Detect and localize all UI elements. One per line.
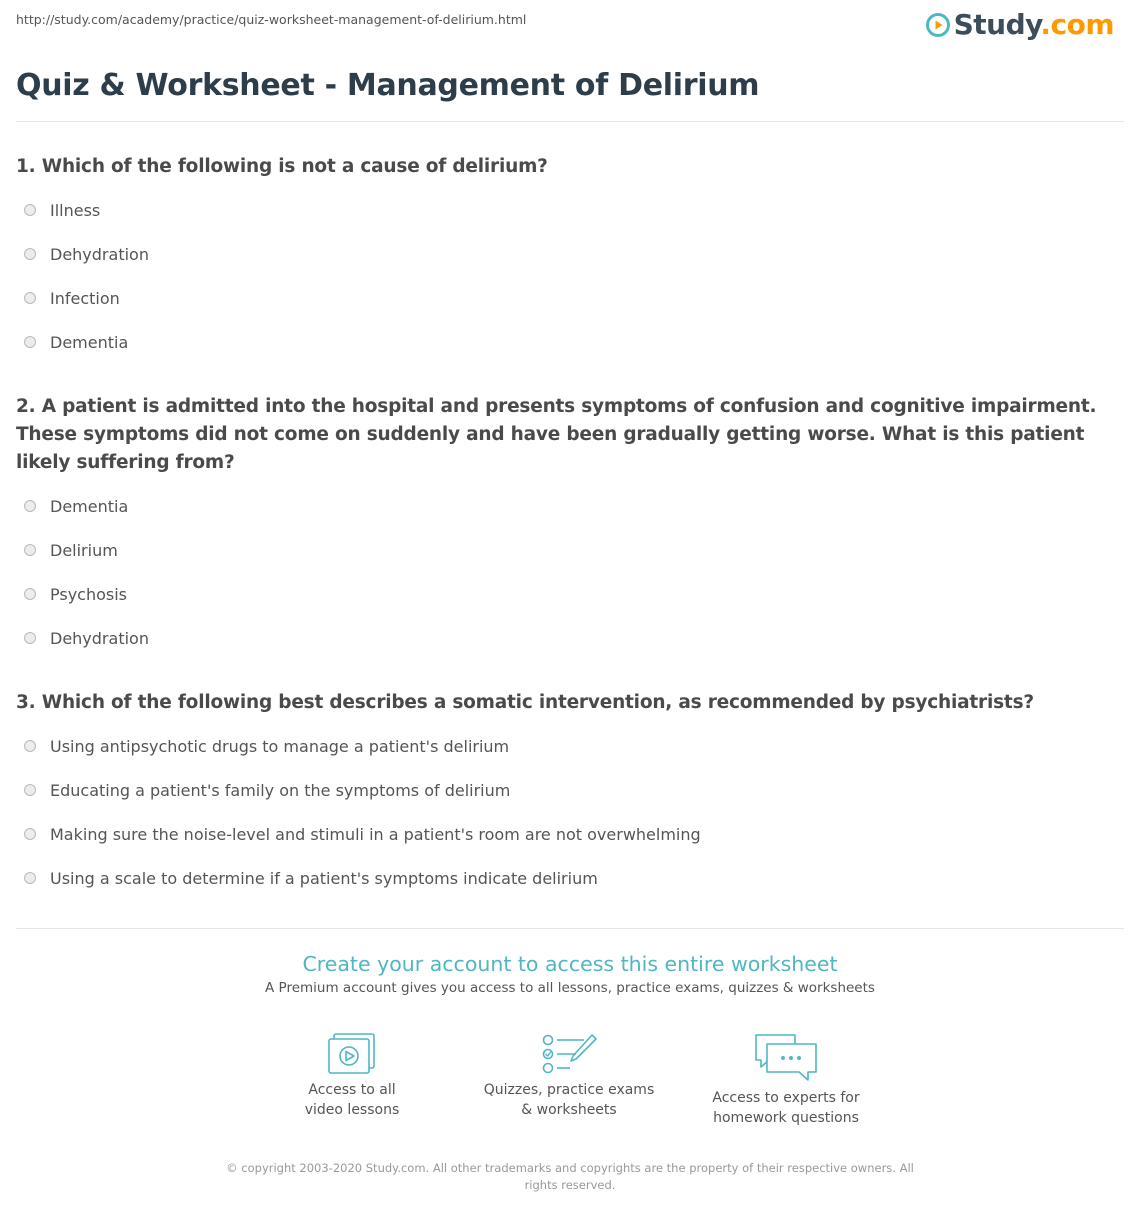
feature-line: Quizzes, practice exams	[483, 1082, 655, 1098]
options-list	[16, 484, 1124, 660]
option-label: Dehydration	[50, 628, 149, 648]
divider	[16, 928, 1124, 929]
answer-option[interactable]	[16, 528, 1124, 572]
radio-button[interactable]	[24, 784, 36, 796]
radio-button[interactable]	[24, 740, 36, 752]
radio-button[interactable]	[24, 500, 36, 512]
page-title: Quiz & Worksheet - Management of Delirium	[16, 68, 760, 103]
question-2	[16, 393, 1124, 660]
answer-option[interactable]	[16, 812, 1124, 856]
option-label: Dehydration	[50, 244, 149, 264]
radio-button[interactable]	[24, 588, 36, 600]
answer-option[interactable]	[16, 188, 1124, 232]
cta-subtitle: A Premium account gives you access to all lessons, practice exams, quizzes & worksheets	[265, 980, 875, 996]
url-text: http://study.com/academy/practice/quiz-worksheet-management-of-delirium.html	[16, 12, 527, 27]
play-circle-icon	[926, 13, 950, 37]
answer-option[interactable]	[16, 572, 1124, 616]
feature-video-lessons	[252, 1032, 452, 1120]
option-label: Delirium	[50, 540, 118, 560]
feature-line: Access to experts for	[712, 1090, 860, 1106]
answer-option[interactable]	[16, 484, 1124, 528]
feature-line: homework questions	[713, 1110, 859, 1126]
question-3	[16, 689, 1124, 900]
option-label: Infection	[50, 288, 120, 308]
option-label: Dementia	[50, 332, 129, 352]
option-label: Illness	[50, 200, 101, 220]
option-label: Using a scale to determine if a patient's symptoms indicate delirium	[50, 868, 598, 888]
answer-option[interactable]	[16, 768, 1124, 812]
answer-option[interactable]	[16, 276, 1124, 320]
options-list	[16, 188, 1124, 364]
study-logo[interactable]	[926, 8, 1114, 41]
radio-button[interactable]	[24, 828, 36, 840]
feature-line: & worksheets	[521, 1102, 617, 1118]
question-text: 1. Which of the following is not a cause of delirium?	[16, 156, 548, 177]
radio-button[interactable]	[24, 204, 36, 216]
feature-quizzes	[469, 1032, 669, 1120]
feature-line: Access to all	[308, 1082, 396, 1098]
question-text: 2. A patient is admitted into the hospital and presents symptoms of confusion and cognitive impairment. These symptoms did not come on suddenly and have been gradually getting worse. What is this patient likely suffering from?	[16, 396, 1097, 473]
feature-line: video lessons	[304, 1102, 400, 1118]
feature-experts	[686, 1032, 886, 1128]
chat-bubbles-icon	[753, 1032, 819, 1084]
question-text: 3. Which of the following best describes a somatic intervention, as recommended by psychiatrists?	[16, 692, 1034, 713]
options-list	[16, 724, 1124, 900]
answer-option[interactable]	[16, 724, 1124, 768]
divider	[16, 121, 1124, 122]
radio-button[interactable]	[24, 248, 36, 260]
cta-title[interactable]: Create your account to access this entire worksheet	[302, 952, 838, 976]
signup-cta	[0, 952, 1140, 996]
answer-option[interactable]	[16, 616, 1124, 660]
option-label: Making sure the noise-level and stimuli in a patient's room are not overwhelming	[50, 824, 701, 844]
option-label: Dementia	[50, 496, 129, 516]
radio-button[interactable]	[24, 632, 36, 644]
copyright-text: © copyright 2003-2020 Study.com. All other trademarks and copyrights are the property of their respective owners. All rights reserved.	[226, 1161, 914, 1192]
answer-option[interactable]	[16, 856, 1124, 900]
answer-option[interactable]	[16, 232, 1124, 276]
option-label: Using antipsychotic drugs to manage a patient's delirium	[50, 736, 510, 756]
radio-button[interactable]	[24, 292, 36, 304]
option-label: Educating a patient's family on the symptoms of delirium	[50, 780, 511, 800]
option-label: Psychosis	[50, 584, 128, 604]
quiz-checklist-icon	[540, 1032, 598, 1076]
logo-text: Study.com	[953, 8, 1114, 41]
video-lessons-icon	[326, 1032, 378, 1076]
radio-button[interactable]	[24, 544, 36, 556]
radio-button[interactable]	[24, 336, 36, 348]
question-1	[16, 153, 1124, 364]
radio-button[interactable]	[24, 872, 36, 884]
answer-option[interactable]	[16, 320, 1124, 364]
